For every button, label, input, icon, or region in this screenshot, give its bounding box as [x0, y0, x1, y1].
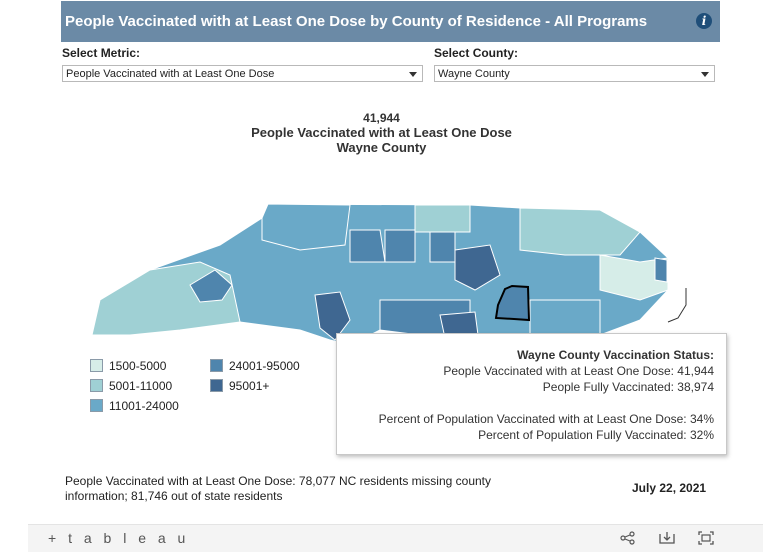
tooltip-title: Wayne County Vaccination Status: [517, 348, 714, 362]
summary-count: 41,944 [363, 111, 400, 125]
county-durham [430, 232, 455, 262]
legend-swatch [90, 359, 103, 372]
info-icon[interactable]: i [696, 13, 712, 29]
share-icon[interactable] [620, 531, 636, 545]
county-filter-label: Select County: [434, 46, 519, 60]
county-select-value: Wayne County [438, 68, 510, 80]
legend-label: 11001-24000 [109, 399, 179, 413]
legend-swatch [210, 379, 223, 392]
tooltip-percent-one-dose: Percent of Population Vaccinated with at Least One Dose: 34% [378, 412, 714, 426]
county-guilford [385, 230, 415, 262]
county-dare [655, 258, 667, 282]
county-tooltip [336, 333, 727, 455]
summary-metric: People Vaccinated with at Least One Dose [251, 125, 512, 140]
dashboard-title: People Vaccinated with at Least One Dose by County of Residence - All Programs [65, 13, 648, 30]
data-date: July 22, 2021 [632, 481, 707, 495]
summary-county: Wayne County [336, 140, 427, 155]
tooltip-one-dose: People Vaccinated with at Least One Dose: 41,944 [443, 364, 714, 378]
footer-note: People Vaccinated with at Least One Dose: 78,077 NC residents missing county information; 81,746 out of state residents [65, 474, 492, 503]
download-icon[interactable] [659, 531, 675, 545]
legend-swatch [90, 399, 103, 412]
legend-swatch [210, 359, 223, 372]
metric-filter-label: Select Metric: [62, 46, 141, 60]
legend-swatch [90, 379, 103, 392]
metric-select-value: People Vaccinated with at Least One Dose [66, 68, 275, 80]
county-region-northcentral [415, 205, 470, 232]
county-forsyth [350, 230, 385, 262]
fullscreen-icon[interactable] [698, 531, 714, 545]
legend-label: 24001-95000 [229, 359, 300, 373]
tooltip-percent-fully: Percent of Population Fully Vaccinated: 32% [478, 428, 714, 442]
tableau-toolbar [28, 524, 763, 552]
legend-label: 5001-11000 [109, 379, 173, 393]
legend-label: 95001+ [229, 379, 270, 393]
county-region-northeast [520, 208, 640, 255]
outer-banks-coastline [668, 288, 686, 322]
tableau-logo[interactable]: + t a b l e a u [48, 530, 190, 546]
county-region-northwest [262, 204, 350, 250]
legend-label: 1500-5000 [109, 359, 167, 373]
tooltip-fully-vaccinated: People Fully Vaccinated: 38,974 [542, 380, 714, 394]
